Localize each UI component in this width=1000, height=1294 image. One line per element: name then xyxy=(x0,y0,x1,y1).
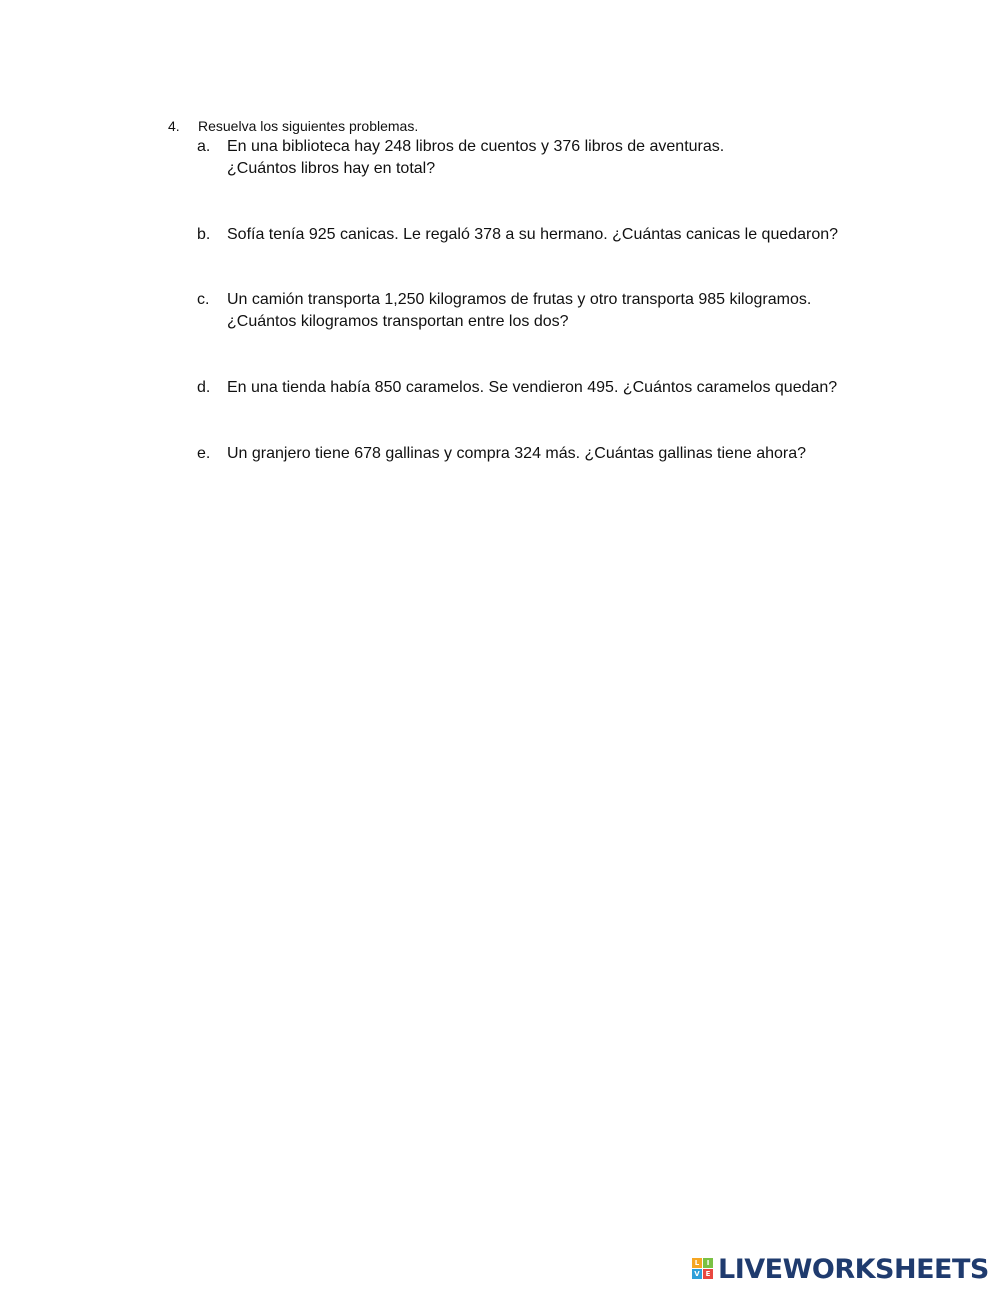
problem-line: ¿Cuántos kilogramos transportan entre los dos? xyxy=(227,313,569,330)
problem-line: ¿Cuántos libros hay en total? xyxy=(227,160,436,177)
problem-d xyxy=(197,377,867,399)
problem-line: En una tienda había 850 caramelos. Se vendieron 495. ¿Cuántos caramelos quedan? xyxy=(227,379,838,396)
problem-b xyxy=(197,224,867,246)
problem-line: En una biblioteca hay 248 libros de cuentos y 376 libros de aventuras. xyxy=(227,138,725,155)
problem-letter: a. xyxy=(197,138,211,155)
problem-letter: d. xyxy=(197,379,211,396)
problem-e xyxy=(197,443,867,465)
problem-a xyxy=(197,136,867,180)
problem-text xyxy=(227,136,867,180)
liveworksheets-logo xyxy=(692,1254,989,1284)
problem-letter: c. xyxy=(197,291,210,308)
logo-mark-square: L xyxy=(692,1258,702,1268)
problem-c xyxy=(197,289,867,333)
logo-mark-icon xyxy=(692,1258,714,1280)
problem-letter: e. xyxy=(197,445,211,462)
problem-line: Un granjero tiene 678 gallinas y compra 324 más. ¿Cuántas gallinas tiene ahora? xyxy=(227,445,807,462)
problem-text xyxy=(227,443,867,465)
problem-letter: b. xyxy=(197,226,211,243)
logo-mark-square: E xyxy=(703,1269,713,1279)
problem-text xyxy=(227,377,867,399)
instruction-line xyxy=(168,117,418,135)
problem-text xyxy=(227,224,867,246)
instruction-text: Resuelva los siguientes problemas. xyxy=(198,118,419,134)
logo-text: LIVEWORKSHEETS xyxy=(718,1253,989,1285)
problem-line: Un camión transporta 1,250 kilogramos de frutas y otro transporta 985 kilogramos. xyxy=(227,291,812,308)
logo-mark-square: V xyxy=(692,1269,702,1279)
problem-text xyxy=(227,289,867,333)
problem-line: Sofía tenía 925 canicas. Le regaló 378 a su hermano. ¿Cuántas canicas le quedaron? xyxy=(227,226,839,243)
logo-mark-square: I xyxy=(703,1258,713,1268)
instruction-number: 4. xyxy=(168,118,180,134)
